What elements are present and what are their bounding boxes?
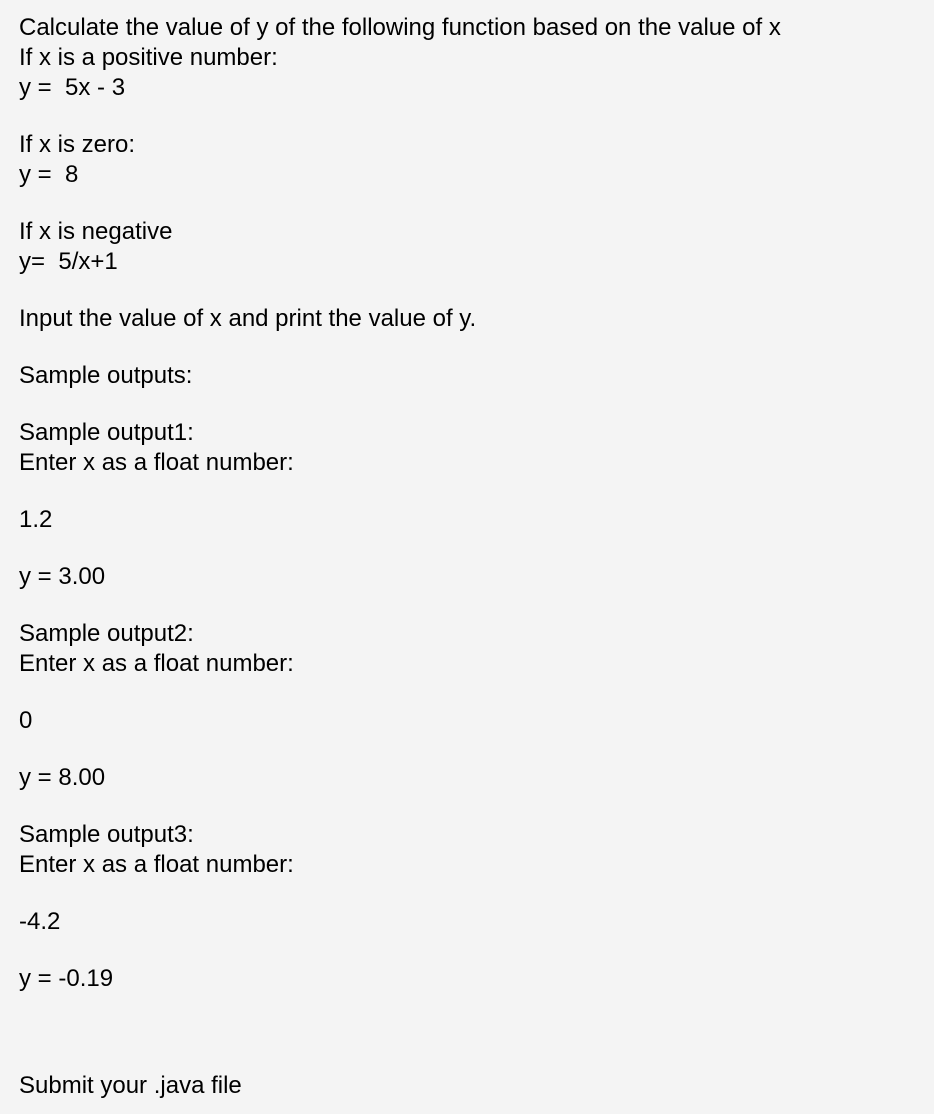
sample-1-prompt: Enter x as a float number: — [19, 449, 294, 476]
sample-2-output: y = 8.00 — [19, 764, 106, 791]
sample-2-input: 0 — [19, 707, 33, 734]
sample-1-title: Sample output1: — [19, 419, 194, 446]
sample-2-title: Sample output2: — [19, 620, 194, 647]
case-zero-formula: y = 8 — [19, 161, 79, 188]
case-positive-label: If x is a positive number: — [19, 44, 278, 71]
sample-3-output: y = -0.19 — [19, 965, 114, 992]
sample-3-title: Sample output3: — [19, 821, 194, 848]
instruction-text: Input the value of x and print the value of y. — [19, 305, 477, 332]
intro-text: Calculate the value of y of the following function based on the value of x — [19, 14, 781, 41]
sample-1-output: y = 3.00 — [19, 563, 106, 590]
case-negative-label: If x is negative — [19, 218, 173, 245]
case-positive-formula: y = 5x - 3 — [19, 74, 126, 101]
sample-3-input: -4.2 — [19, 908, 61, 935]
sample-3-prompt: Enter x as a float number: — [19, 851, 294, 878]
case-zero-label: If x is zero: — [19, 131, 136, 158]
submit-note: Submit your .java file — [19, 1072, 242, 1099]
case-negative-formula: y= 5/x+1 — [19, 248, 118, 275]
samples-heading: Sample outputs: — [19, 362, 193, 389]
sample-1-input: 1.2 — [19, 506, 53, 533]
assignment-text — [19, 13, 924, 1101]
sample-2-prompt: Enter x as a float number: — [19, 650, 294, 677]
